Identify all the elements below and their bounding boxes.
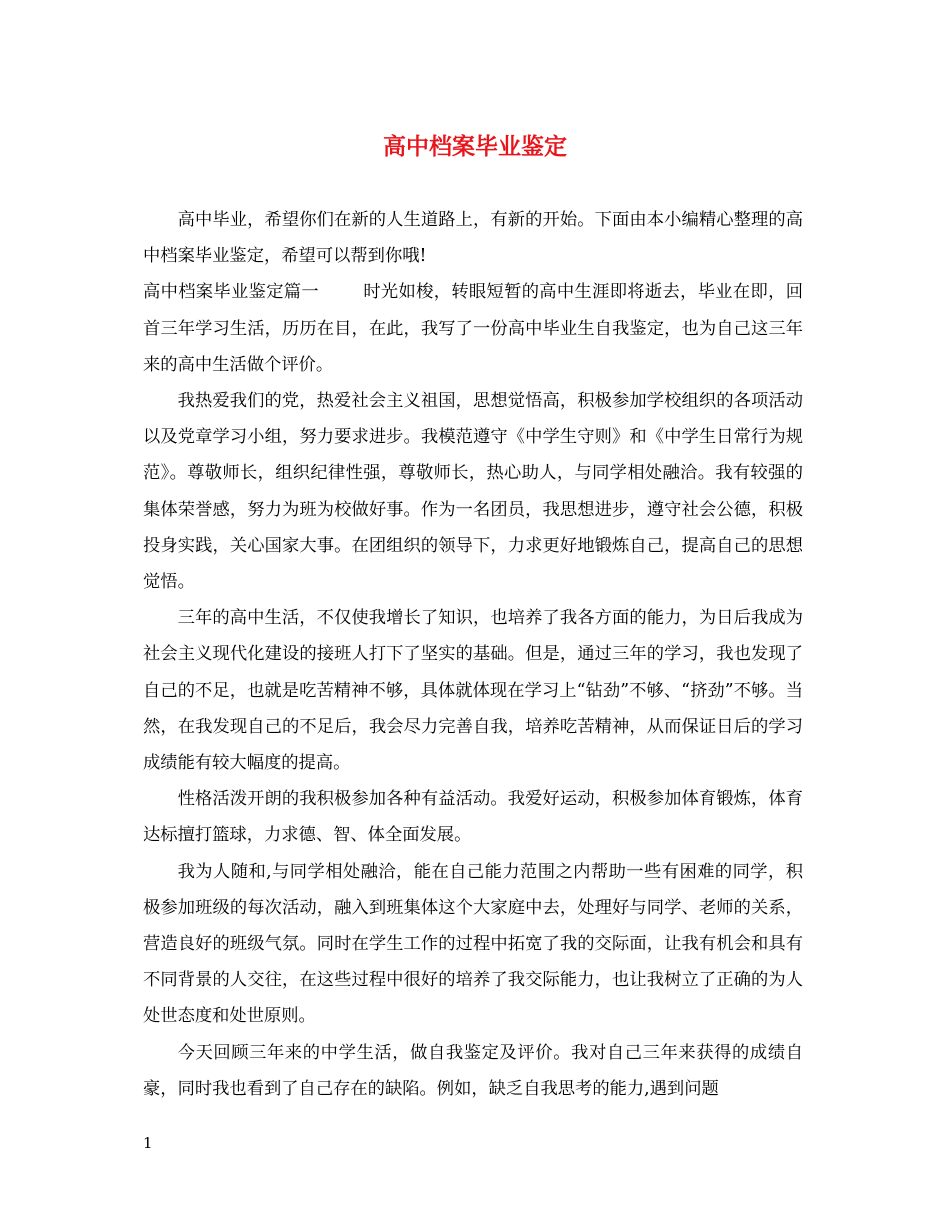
- body-paragraph: 我为人随和,与同学相处融洽，能在自己能力范围之内帮助一些有困难的同学，积极参加班级的每次活动，融入到班集体这个大家庭中去，处理好与同学、老师的关系，营造良好的班级气氛。同时在学生工作的过程中拓宽了我的交际面，让我有机会和具有不同背景的人交往，在这些过程中很好的培养了我交际能力，也让我树立了正确的为人处世态度和处世原则。: [143, 861, 803, 1027]
- document-title: 高中档案毕业鉴定: [383, 133, 567, 160]
- page-number: 1: [143, 1134, 153, 1152]
- body-paragraph: 三年的高中生活，不仅使我增长了知识，也培养了我各方面的能力，为日后我成为社会主义现代化建设的接班人打下了坚实的基础。但是，通过三年的学习，我也发现了自己的不足，也就是吃苦精神不够，具体就体现在学习上“钻劲”不够、“挤劲”不够。当然，在我发现自己的不足后，我会尽力完善自我，培养吃苦精神，从而保证日后的学习成绩能有较大幅度的提高。: [143, 608, 803, 774]
- section-heading: 高中档案毕业鉴定篇一: [143, 282, 319, 303]
- intro-paragraph: 高中毕业，希望你们在新的人生道路上，有新的开始。下面由本小编精心整理的高中档案毕业鉴定，希望可以帮到你哦!: [143, 210, 803, 267]
- body-paragraph: 我热爱我们的党，热爱社会主义祖国，思想觉悟高，积极参加学校组织的各项活动以及党章学习小组，努力要求进步。我模范遵守《中学生守则》和《中学生日常行为规范》。尊敬师长，组织纪律性强，尊敬师长，热心助人，与同学相处融洽。我有较强的集体荣誉感，努力为班为校做好事。作为一名团员，我思想进步，遵守社会公德，积极投身实践，关心国家大事。在团组织的领导下，力求更好地锻炼自己，提高自己的思想觉悟。: [143, 391, 803, 593]
- section-paragraph: [143, 274, 803, 383]
- body-paragraph: 性格活泼开朗的我积极参加各种有益活动。我爱好运动，积极参加体育锻炼，体育达标擅打篮球，力求德、智、体全面发展。: [143, 789, 803, 846]
- section-opening: 时光如梭，转眼短暂的高中生涯即将逝去，毕业在即，回首三年学习生活，历历在目，在此，我写了一份高中毕业生自我鉴定，也为自己这三年来的高中生活做个评价。: [143, 282, 803, 375]
- body-paragraph: 今天回顾三年来的中学生活，做自我鉴定及评价。我对自己三年来获得的成绩自豪，同时我也看到了自己存在的缺陷。例如，缺乏自我思考的能力,遇到问题: [143, 1042, 803, 1099]
- document-body: [143, 202, 803, 1107]
